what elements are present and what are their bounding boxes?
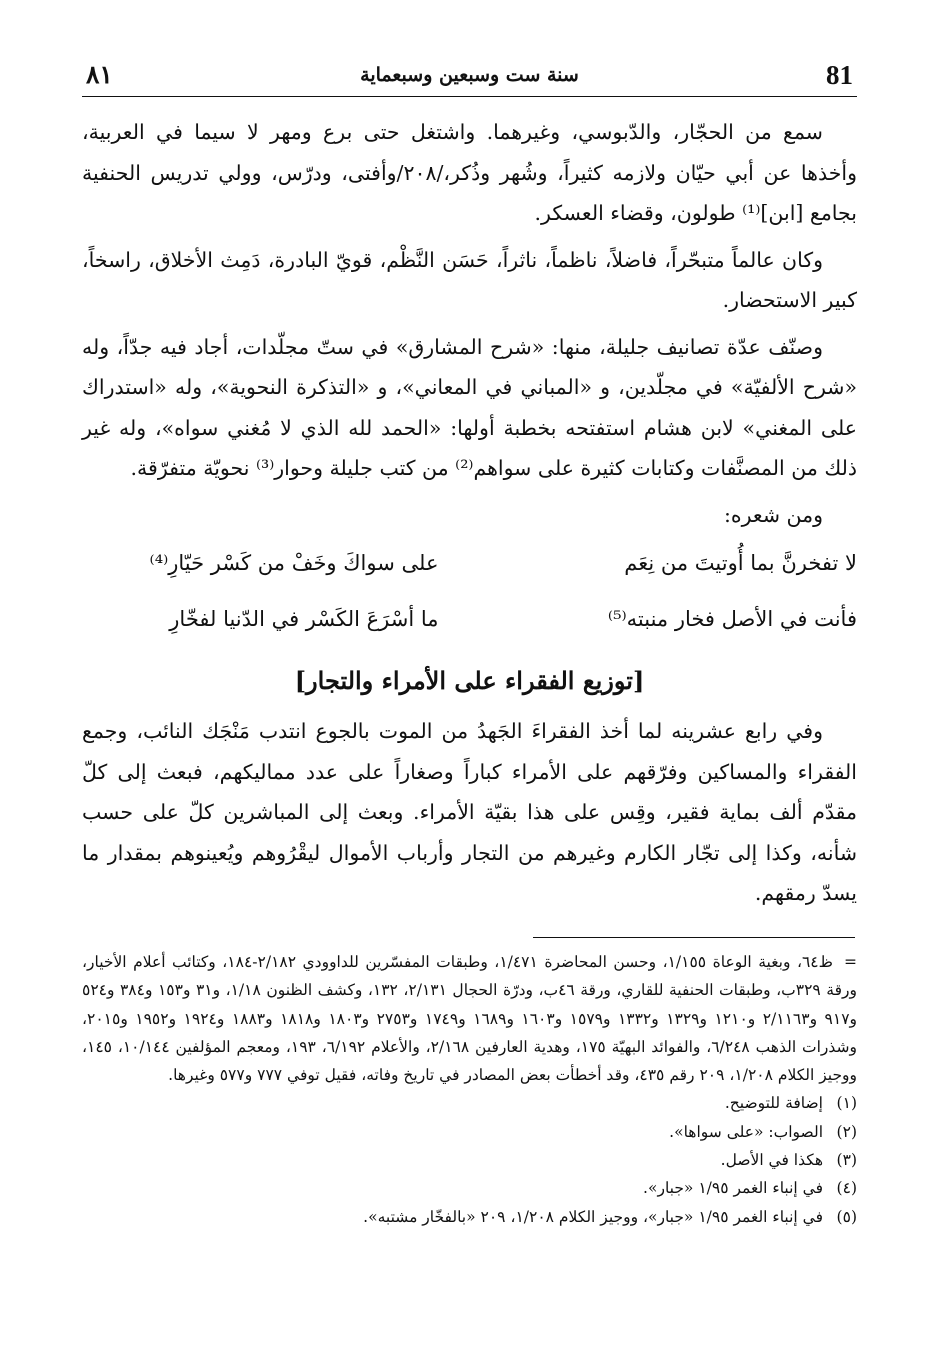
- footnotes: [82, 948, 857, 1231]
- paragraph: سمع من الحجّار، والدّبوسي، وغيرهما. واشتغل حتى برع ومهر لا سيما في العربية، وأخذها عن أبي حيّان ولازمه كثيراً، وشُهر وذُكر،/٢٠٨/وأفتى، ودرّس، وولي تدريس الحنفية بجامع [ابن]⁽¹⁾ طولون، وقضاء العسكر.: [82, 120, 858, 225]
- footnote-text: إضافة للتوضيح.: [724, 1094, 823, 1113]
- footnote: [82, 1118, 857, 1146]
- continuation-marker: =: [843, 953, 857, 971]
- footnote: [82, 1146, 857, 1174]
- footnote: [82, 1089, 857, 1117]
- footnote-number: (٤): [836, 1179, 857, 1198]
- footnote: [82, 1203, 857, 1231]
- footnote-text: الصواب: «على سواها».: [669, 1122, 823, 1141]
- hemistich-first: لا تفخرنَّ بما أُوتيتَ من نِعَم: [624, 550, 857, 575]
- footnote-number: (٣): [836, 1151, 857, 1170]
- footnote: [82, 1174, 857, 1202]
- poem-verse: [82, 535, 857, 591]
- poem-verse: [82, 591, 857, 647]
- paragraph: وفي رابع عشرينه لما أخذ الفقراءَ الجَهدُ من الموت بالجوع انتدب مَنْجَك النائب، وجمع الفقراء والمساكين وفرّقهم على الأمراء كباراً وصغاراً على عدد مماليكهم، فبعث إلى كلّ مقدّم ألف بماية فقير، وقِس على هذا بقيّة الأمراء. وبعث إلى المباشرين كلّ على حسب شأنه، وكذا إلى تجّار الكارم وغيرهم من التجار وأرباب الأموال ليقْرُوهم ويُعينوهم بمقدار ما يسدّ رمقهم.: [82, 719, 857, 905]
- page-header: [82, 56, 857, 97]
- main-text: [82, 112, 857, 920]
- paragraph: وصنّف عدّة تصانيف جليلة، منها: «شرح المشارق» في ستّ مجلّدات، أجاد فيه جدّاً، وله «شرح الألفيّة» في مجلّدين، و «المباني في المعاني»، و «التذكرة النحوية»، وله «استدراك على المغني» لابن هشام استفتحه بخطبة أولها: «الحمد لله الذي لا مُغني سواه»، وله غير ذلك من المصنَّفات وكتابات كثيرة على سواهم⁽²⁾ من كتب جليلة وحوار⁽³⁾ نحويّة متفرّقة.: [82, 334, 857, 480]
- footnote-number: (٢): [836, 1122, 857, 1141]
- footnote-number: (١): [836, 1094, 857, 1113]
- footnote-text: هكذا في الأصل.: [720, 1151, 823, 1170]
- footnote-separator: [533, 937, 855, 938]
- hemistich-first: فأنت في الأصل فخار منبته⁽⁵⁾: [607, 606, 857, 631]
- footnote-text: في إنباء الغمر ١/٩٥ «جبار».: [643, 1179, 823, 1198]
- hemistich-second: ما أسْرَعَ الكَسْر في الدّنيا لفخّارِ: [169, 606, 439, 631]
- section-heading: [توزيع الفقراء على الأمراء والتجار]: [294, 666, 645, 695]
- footnote-continuation-text: ظ٦٤، وبغية الوعاة ١/١٥٥، وحسن المحاضرة ١/٤٧١، وطبقات المفسّرين للداوودي ٢/١٨٢-١٨٤، وكتائب أعلام الأخيار، ورقة ٣٢٩ب، وطبقات الحنفية للقاري، ورقة ٤٦ب، ودرّة الحجال ٢/١٣١، ١٣٢، وكشف الظنون ١/١٨، و٣١ و١٥٣ و٣٨٤ و٥٢٤ و٩١٧ و٢/١١٦٣ و١٢١٠ و١٣٢٩ و١٣٣٢ و١٥٧٩ و١٦٠٣ و١٦٨٩ و١٧٤٩ و٢٧٥٣ و١٨٠٣ و١٨١٨ و١٨٨٣ و١٩٢٤ و١٩٥٢ و٢٠١٥، وشذرات الذهب ٦/٢٤٨، والفوائد البهيّة ١٧٥، وهدية العارفين ٢/١٦٨، والأعلام ٦/١٩٢، ١٩٣، ومعجم المؤلفين ١٠/١٤٤، ١٤٥، ووجيز الكلام ١/٢٠٨، ٢٠٩ رقم ٤٣٥، وقد أخطأت بعض المصادر في تاريخ وفاته، فقيل توفي ٧٧٧ و٥٧٧ وغيرها.: [82, 953, 858, 1085]
- poem-intro: ومن شعره:: [723, 502, 823, 527]
- hemistich-second: على سواكَ وخَفْ من كَسْر حَيّارِ⁽⁴⁾: [149, 550, 439, 575]
- footnote-number: (٥): [836, 1207, 857, 1226]
- footnote-text: في إنباء الغمر ١/٩٥ «جبار»، ووجيز الكلام ١/٢٠٨، ٢٠٩ «بالفخّار مشتبه».: [363, 1207, 823, 1226]
- page-number-latin: 81: [826, 60, 853, 90]
- paragraph: وكان عالماً متبحّراً، فاضلاً، ناظماً، ناثراً، حَسَن النَّظْم، قويّ البادرة، دَمِث الأخلاق، راسخاً، كبير الاستحضار.: [82, 247, 857, 312]
- page-number-arabic: ٨١: [86, 60, 113, 89]
- running-title: سنة ست وسبعين وسبعماية: [360, 64, 579, 86]
- footnote-continuation: [82, 948, 857, 1089]
